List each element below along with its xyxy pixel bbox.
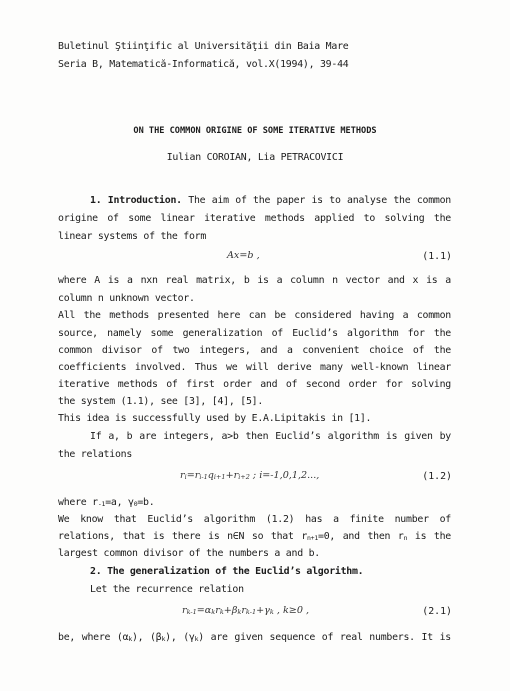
equation-number-1-2: (1.2): [422, 471, 452, 482]
paper-title: ON THE COMMON ORIGINE OF SOME ITERATIVE METHODS: [133, 126, 377, 136]
text-line: where $r_{-1}=a$, $\gamma_0=b$.: [58, 497, 155, 508]
text-line: This idea is successfully used by E.A.Lipitakis in [1].: [58, 413, 372, 424]
equation-1-1: Ax=b ,: [227, 250, 260, 261]
intro-paragraph-line-2: origine of some linear iterative methods applied to solving the: [58, 213, 451, 224]
equation-2-1: $r_{k-1}=\alpha_kr_k+\beta_kr_{k-1}+\gamma_k$ , k≥0 ,: [182, 605, 310, 616]
section-heading-1: 1. Introduction.: [90, 195, 182, 206]
text-line: If a, b are integers, a>b then Euclid’s algorithm is given by: [90, 431, 451, 442]
text-line: iterative methods of first order and of second order for solving: [58, 379, 451, 390]
text-line: the relations: [58, 449, 133, 460]
text-line: All the methods presented here can be considered having a common: [58, 310, 451, 321]
text-line: where A is a nxn real matrix, b is a column n vector and x is a: [58, 275, 451, 286]
journal-line-2: Seria B, Matematică-Informatică, vol.X(1994), 39-44: [58, 59, 349, 70]
text-line: We know that Euclid’s algorithm (1.2) has a finite number of: [58, 514, 451, 525]
text-line: common divisor of two integers, and a convenient choice of the: [58, 345, 451, 356]
text-line: Let the recurrence relation: [90, 584, 244, 595]
text-line: column n unknown vector.: [58, 293, 195, 304]
intro-paragraph-line-1: 1. Introduction. The aim of the paper is to analyse the common: [90, 195, 451, 206]
text-line: coefficients involved. Thus we will derive many well-known linear: [58, 362, 451, 373]
equation-number-2-1: (2.1): [422, 606, 452, 617]
paper-authors: Iulian COROIAN, Lia PETRACOVICI: [166, 152, 344, 163]
equation-1-2: $r_i=r_{i-1}q_{i+1}+r_{i+2}$ ; i=-1,0,1,2...,: [180, 470, 320, 481]
journal-line-1: Buletinul Ştiinţific al Universităţii din Baia Mare: [58, 41, 349, 52]
equation-number-1-1: (1.1): [422, 251, 452, 262]
intro-paragraph-line-3: linear systems of the form: [58, 231, 207, 242]
text-line: largest common divisor of the numbers a and b.: [58, 548, 320, 559]
text-line: source, namely some generalization of Euclid’s algorithm for the: [58, 328, 451, 339]
text-line: the system (1.1), see [3], [4], [5].: [58, 396, 264, 407]
text-line: relations, that is there is n∈N so that $r_{n+1}=0$, and then $r_n$ is the: [58, 531, 451, 542]
section-heading-2: 2. The generalization of the Euclid’s algorithm.: [90, 566, 364, 577]
text-line: be, where $(\alpha_k)$, $(\beta_k)$, $(\gamma_k)$ are given sequence of real numbers. It is: [58, 632, 452, 643]
